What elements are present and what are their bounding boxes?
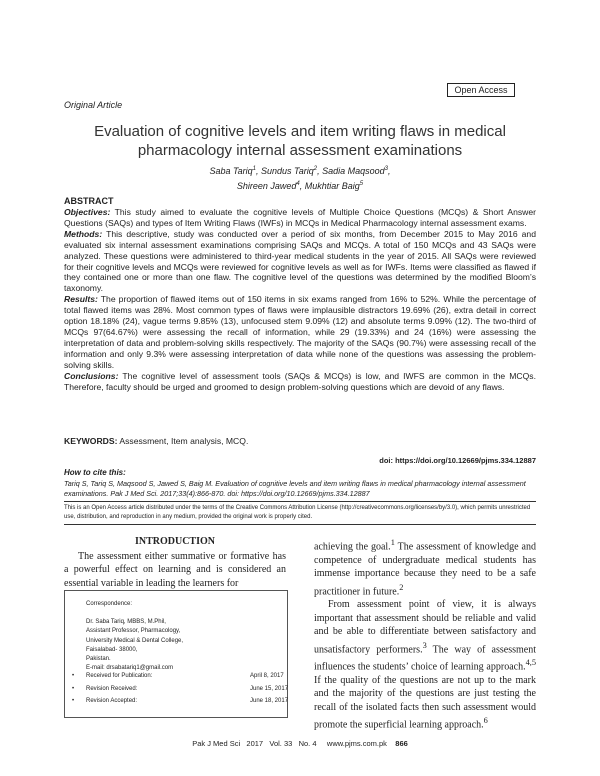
date-label: Revision Accepted:: [86, 698, 138, 704]
correspondence-heading: Correspondence:: [86, 601, 133, 607]
license-text: This is an Open Access article distributed under the terms of the Creative Commons Attribution License (http://creativecommons.org/licenses/by/3.0), which permits unrestricted use, distribution, and reproduction in any medium, provided the original work is properly cited.: [64, 505, 531, 520]
section-text: The proportion of flawed items out of 150 items in six exams ranged from 16% to 52%. While the percentage of total flawed items was 28%. Most common types of flaws were implausible distractors 19.69% (26), extra detail in correct option 18.18% (24), vague terms 9.85% (13), unfocused stem 9.09% (12) and absolute terms 9.09% (12). The two-third of MCQs 97(64.67%) were assessing the recall of information, while 29 (19.33%) and 24 (16%) were assessing the interpretation of data and problem-solving skills respectively. The majority of the SAQs (90.7%) were assessing recall of the information and only 9.3% were assessing interpretation of data while none of the questions was assessing the problem-solving skills.: [64, 294, 536, 370]
author-line-2: Shireen Jawed$^4$, Mukhtiar Baig$^5$: [236, 181, 364, 191]
paragraph-text: achieving the goal.: [314, 541, 391, 553]
author-name: Sadia Maqsood: [322, 166, 385, 176]
page-footer: [0, 739, 600, 748]
correspondence-line: Pakistan.: [86, 656, 111, 663]
author-name: Mukhtiar Baig: [304, 181, 360, 191]
citation-ref: 1: [390, 538, 395, 547]
section-text: This study aimed to evaluate the cognitive levels of Multiple Choice Questions (MCQs) & Short Answer Questions (SAQs) and types of Item Writing Flaws (IWFs) in MCQs in Medical Pharmacology internal assessment exams.: [64, 207, 536, 228]
date-row: [72, 683, 289, 696]
abstract-objectives: [64, 207, 536, 229]
abstract-results: [64, 294, 536, 370]
date-value: June 15, 2017: [250, 685, 289, 692]
keywords: [64, 436, 248, 446]
author-line-1: Saba Tariq$^1$, Sundus Tariq$^2$, Sadia Maqsood$^3$,: [209, 166, 391, 176]
author-name: Sundus Tariq: [261, 166, 314, 176]
paper-title: Evaluation of cognitive levels and item writing flaws in medical pharmacology internal assessment examinations: [94, 123, 506, 159]
how-to-cite-heading: How to cite this:: [64, 468, 126, 477]
correspondence-line: Faisalabad- 38000,: [86, 646, 138, 653]
keywords-text: Assessment, Item analysis, MCQ.: [117, 436, 249, 446]
section-text: The cognitive level of assessment tools (SAQs & MCQs) is low, and IWFS are common in the MCQs. Therefore, faculty should be urged and groomed to design problem-solving questions which are devoid of any flaws.: [64, 370, 536, 392]
citation-text: Tariq S, Tariq S, Maqsood S, Jawed S, Baig M. Evaluation of cognitive levels and item writing flaws in medical pharmacology internal assessment examinations. Pak J Med Sci. 2017;33(4):866-870. doi: https://doi.org/10.12669/pjms.334.12887: [64, 479, 526, 498]
intro-left-column: [64, 550, 286, 590]
page-number: 866: [395, 739, 408, 748]
section-label: Conclusions:: [64, 370, 119, 381]
keywords-label: KEYWORDS:: [64, 436, 118, 446]
abstract-heading: ABSTRACT: [64, 196, 114, 206]
correspondence: [86, 600, 183, 673]
date-row: [72, 670, 286, 683]
intro-paragraph: [314, 536, 536, 598]
publication-dates: [72, 670, 289, 708]
article-type: Original Article: [64, 100, 123, 110]
journal-name: Pak J Med Sci: [192, 739, 241, 748]
introduction-heading: INTRODUCTION: [134, 536, 215, 547]
intro-paragraph: [314, 598, 536, 732]
author-list: [64, 163, 536, 193]
correspondence-line: Assistant Professor, Pharmacology,: [86, 628, 181, 635]
intro-paragraph: The assessment either summative or formative has a powerful effect on learning and is considered an essential variable in leading the learners for: [64, 551, 286, 589]
doi-link[interactable]: doi: https://doi.org/10.12669/pjms.334.12887: [379, 456, 536, 465]
journal-volume: Vol. 33: [269, 739, 293, 748]
section-label: Methods:: [64, 228, 103, 239]
abstract-conclusions: [64, 371, 536, 393]
abstract-body: [64, 207, 536, 392]
citation-ref: 2: [399, 582, 404, 592]
citation-ref: 6: [483, 716, 488, 726]
section-label: Results:: [64, 294, 98, 305]
paragraph-text: If the quality of the questions are not up to the mark and the majority of the questions are just testing the recall of the isolated facts then such assessment would promote the superficial learning approach.: [314, 674, 536, 731]
abstract-methods: [64, 229, 536, 294]
bullet-icon: •: [72, 685, 75, 692]
intro-right-column: [314, 536, 536, 732]
section-text: This descriptive, study was conducted over a period of six months, from December 2015 to May 2016 and evaluated six internal assessment examinations comprising SAQs and MCQs. A total of 150 MCQs and 43 SAQs were analyzed. These questions were administered to third-year medical students in the year of 2015. All SAQs were reviewed for their cognitive levels and MCQs were reviewed for cognitive levels as well as for IWFs. Items were classified as flawed if they contained one or more than one flaw. The cognitive level of the questions was determined by the modified Bloom’s taxonomy.: [64, 228, 536, 294]
author-affiliation: 1: [252, 166, 257, 172]
bullet-icon: •: [72, 673, 75, 679]
author-name: Saba Tariq: [209, 166, 253, 176]
date-label: Revision Received:: [86, 685, 138, 692]
author-affiliation: 4: [296, 181, 300, 187]
author-affiliation: 2: [313, 166, 318, 172]
author-name: Shireen Jawed: [236, 181, 297, 191]
paragraph-text: From assessment point of view, it is always important that assessment should be reliable and valid and be able to differentiate between satisfactory and unsatisfactory performers.: [314, 599, 536, 655]
correspondence-email[interactable]: E-mail: drsabatariq1@gmail.com: [86, 665, 174, 672]
citation-ref: 3: [422, 640, 427, 650]
date-row: [72, 695, 289, 708]
correspondence-line: University Medical & Dental College,: [86, 637, 184, 644]
date-value: April 8, 2017: [250, 673, 284, 679]
journal-year: 2017: [246, 739, 264, 748]
divider: [64, 524, 536, 525]
open-access-badge: Open Access: [447, 83, 515, 97]
date-label: Received for Publication:: [86, 673, 153, 679]
paragraph-text: The way of assessment influences the students’ choice of learning approach.: [314, 643, 536, 673]
author-affiliation: 3: [384, 166, 388, 172]
citation-ref: 4,5: [525, 658, 536, 668]
bullet-icon: •: [72, 698, 75, 704]
correspondence-line: Dr. Saba Tariq, MBBS, M.Phil,: [86, 619, 166, 626]
journal-website[interactable]: www.pjms.com.pk: [326, 739, 387, 748]
date-value: June 18, 2017: [250, 698, 289, 704]
journal-issue: No. 4: [298, 739, 317, 748]
paragraph-text: The assessment of knowledge and competence of undergraduate medical students has immense importance because they need to be a safe practitioner in future.: [314, 541, 536, 597]
author-affiliation: 5: [359, 181, 364, 187]
section-label: Objectives:: [64, 207, 111, 217]
divider: [64, 501, 536, 502]
